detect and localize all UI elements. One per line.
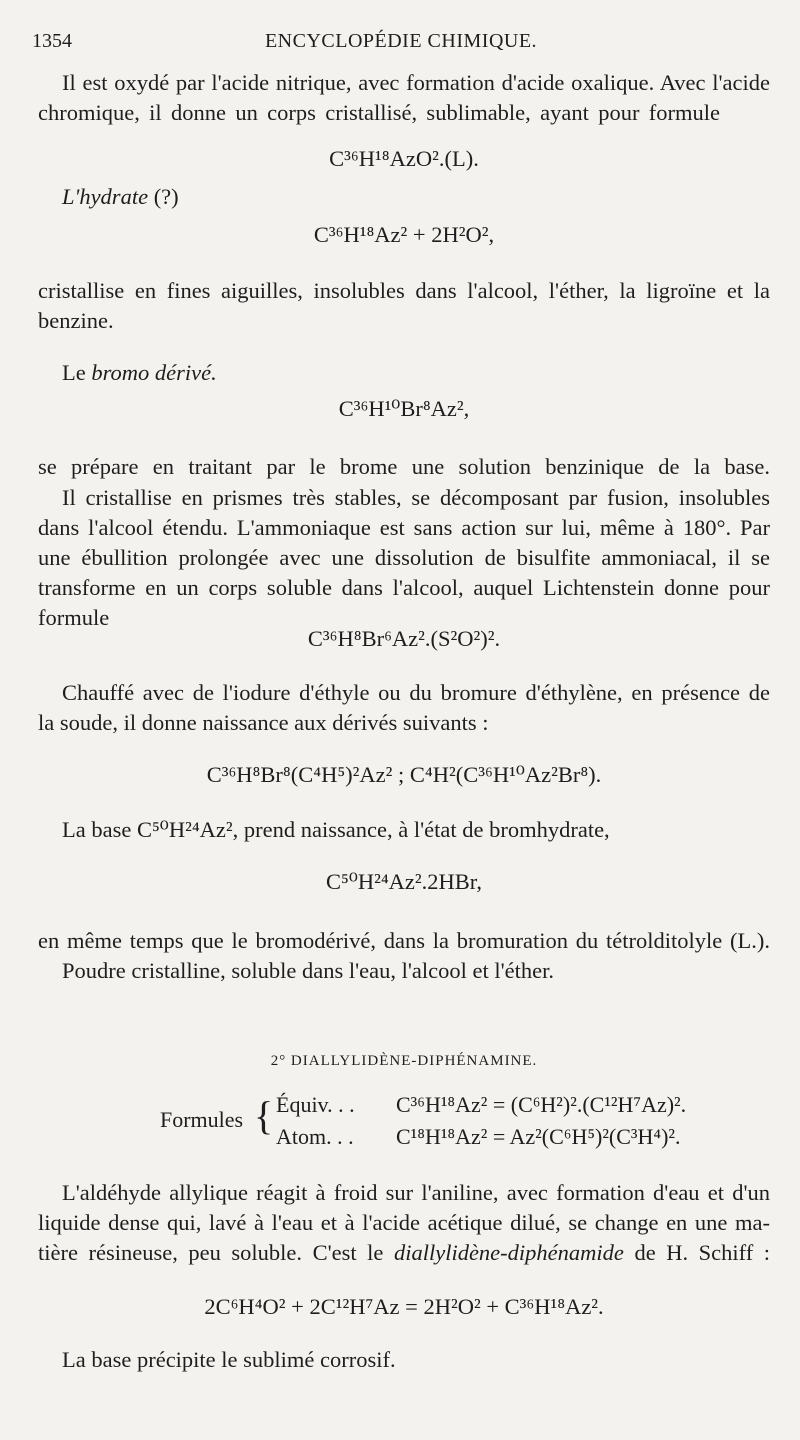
atom-formula: C¹⁸H¹⁸Az² = Az²(C⁶H⁵)²(C³H⁴)². [396,1124,681,1149]
equiv-label: Équiv. . . [276,1092,355,1117]
bromo-label: bromo dérivé. [91,360,217,385]
text-line: chromique, il donne un corps cristallisé, sublimable, ayant pour formule [38,100,720,125]
equiv-formula: C³⁶H¹⁸Az² = (C⁶H²)².(C¹²H⁷Az)². [396,1092,687,1117]
atom-label: Atom. . . [276,1124,354,1149]
formula: C³⁶H⁸Br⁸(C⁴H⁵)²Az² ; C⁴H²(C³⁶H¹⁰Az²Br⁸). [206,762,602,787]
text-line: L'aldéhyde allylique réagit à froid sur l'aniline, avec formation d'eau et d'un [62,1180,770,1205]
text-line: benzine. [38,308,114,333]
text-line: en même temps que le bromodérivé, dans la bromuration du tétrolditolyle (L.). [38,928,770,953]
text-line: se prépare en traitant par le brome une solution benzinique de la base. [38,454,770,479]
text-line [38,1238,770,1268]
text-line: Chauffé avec de l'iodure d'éthyle ou du bromure d'éthylène, en présence de [62,680,770,705]
text-line [62,358,770,388]
text-line: La base C⁵⁰H²⁴Az², prend naissance, à l'état de bromhydrate, [62,817,610,842]
hydrate-query: (?) [153,184,179,209]
compound-name: diallylidène-diphénamide [393,1240,624,1265]
running-title: ENCYCLOPÉDIE CHIMIQUE. [264,30,538,52]
page-header [32,30,770,60]
text-line: Il cristallise en prismes très stables, se décomposant par fusion, insolubles [62,485,770,510]
formula: C³⁶H⁸Br⁶Az².(S²O²)². [307,626,501,651]
text-line [62,182,770,212]
text-line: Il est oxydé par l'acide nitrique, avec formation d'acide oxalique. Avec l'acide [62,70,770,95]
formulas-label: Formules [160,1107,244,1132]
text-line: dans l'alcool étendu. L'ammoniaque est sans action sur lui, même à 180°. Par [38,515,770,540]
text-line: la soude, il donne naissance aux dérivés suivants : [38,710,489,735]
brace: { [254,1093,274,1138]
text-span: de H. Schiff : [634,1240,770,1265]
text-line: liquide dense qui, lavé à l'eau et à l'acide acétique dilué, se change en une ma- [38,1210,770,1235]
text-span: tière résineuse, peu soluble. C'est le [38,1240,384,1265]
text-line: une ébullition prolongée avec une dissolution de bisulfite ammoniacal, il se [38,545,770,570]
formula: C⁵⁰H²⁴Az².2HBr, [325,869,483,894]
page-number: 1354 [32,30,72,52]
text-line: Poudre cristalline, soluble dans l'eau, l'alcool et l'éther. [62,958,555,983]
text-line: cristallise en fines aiguilles, insolubles dans l'alcool, l'éther, la ligroïne et la [38,278,770,303]
formula: C³⁶H¹⁰Br⁸Az², [338,396,470,421]
text-line: transforme en un corps soluble dans l'alcool, auquel Lichtenstein donne pour [38,575,770,600]
formula: 2C⁶H⁴O² + 2C¹²H⁷Az = 2H²O² + C³⁶H¹⁸Az². [204,1294,604,1319]
formula: C³⁶H¹⁸AzO².(L). [329,146,479,171]
bromo-prefix: Le [62,360,86,385]
text-line: formule [38,605,110,630]
hydrate-label: L'hydrate [62,184,149,209]
section-title: 2° DIALLYLIDÈNE-DIPHÉNAMINE. [270,1053,538,1069]
text-line: La base précipite le sublimé corrosif. [62,1347,396,1372]
formula: C³⁶H¹⁸Az² + 2H²O², [313,222,495,247]
